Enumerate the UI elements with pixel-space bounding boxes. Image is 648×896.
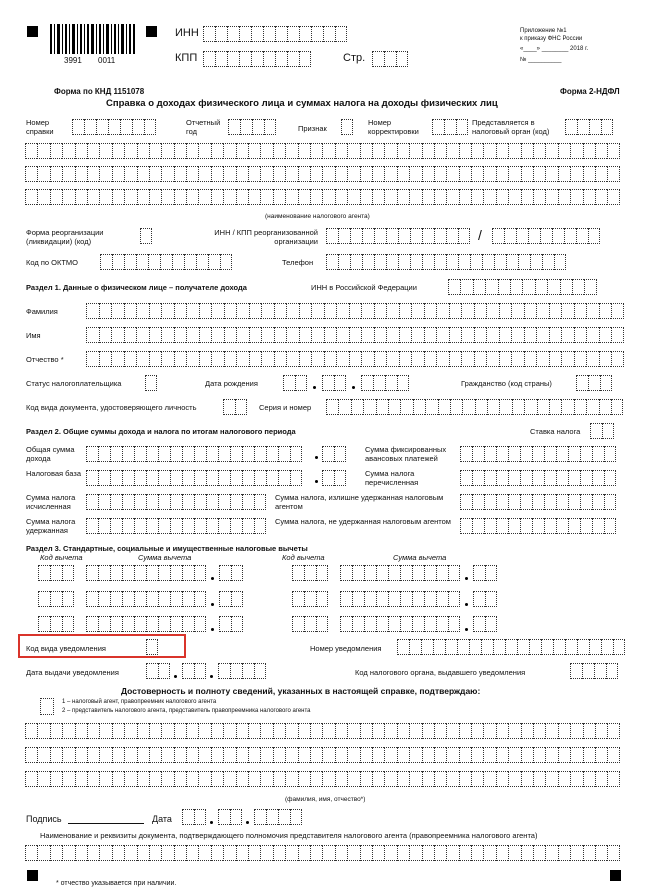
name-label: Имя (26, 331, 41, 340)
citizenship-boxes[interactable] (576, 375, 612, 391)
notice-type-box[interactable] (146, 639, 158, 655)
deduction-amount-row1-left[interactable] (86, 565, 206, 581)
birth-day-boxes[interactable] (283, 375, 307, 391)
fio-row1[interactable] (25, 723, 620, 739)
appendix-line2: к приказу ФНС России (520, 36, 583, 42)
document-row[interactable] (25, 845, 620, 861)
deduction-kop-row3-right[interactable] (473, 616, 497, 632)
corner-marker-bottom-left (27, 870, 38, 881)
tax-not-withheld-boxes[interactable] (460, 518, 616, 534)
barcode-image (50, 24, 136, 54)
reorg-inn-boxes[interactable] (326, 228, 470, 244)
form-knd: Форма по КНД 1151078 (54, 87, 145, 96)
fixed-payments-label: Сумма фиксированных авансовых платежей (365, 445, 447, 463)
fio-row2[interactable] (25, 747, 620, 763)
notice-date-day-boxes[interactable] (146, 663, 170, 679)
tax-authority-boxes[interactable] (570, 663, 618, 679)
sign-label: Признак (298, 124, 327, 133)
rate-boxes[interactable] (590, 423, 614, 439)
patronymic-boxes[interactable] (86, 351, 624, 367)
notice-date-label: Дата выдачи уведомления (26, 668, 119, 677)
total-income-kop-boxes[interactable] (322, 446, 346, 462)
sign-date-dot-1 (210, 821, 213, 824)
oktmo-boxes[interactable] (100, 254, 232, 270)
barcode-number-left: 3991 (64, 56, 82, 65)
sign-date-year-boxes[interactable] (254, 809, 302, 825)
tax-transferred-label: Сумма налога перечисленная (365, 469, 419, 487)
total-income-dot (315, 456, 318, 459)
document-label: Наименование и реквизиты документа, подтверждающего полномочия представителя налогового агента (правопреемника налогового агента) (40, 831, 538, 840)
surname-boxes[interactable] (86, 303, 624, 319)
date-label: Дата (152, 814, 172, 824)
tax-excess-label: Сумма налога, излишне удержанная налоговым агентом (275, 493, 444, 511)
tax-base-boxes[interactable] (86, 470, 302, 486)
section1-title: Раздел 1. Данные о физическом лице – получателе дохода (26, 283, 247, 292)
kpp-boxes[interactable] (203, 51, 311, 67)
reorg-form-label: Форма реорганизации (ликвидации) (код) (26, 228, 104, 246)
agent-name-row3[interactable] (25, 189, 620, 205)
surname-label: Фамилия (26, 307, 58, 316)
deduction-amount-header-right: Сумма вычета (393, 553, 447, 562)
total-income-label: Общая сумма дохода (26, 445, 75, 463)
deduction-amount-row3-left[interactable] (86, 616, 206, 632)
barcode-number-right: 0011 (98, 56, 116, 65)
appendix-line1: Приложение №1 (520, 28, 567, 34)
tax-authority-label: Код налогового органа, выдавшего уведомления (355, 668, 526, 677)
total-income-boxes[interactable] (86, 446, 302, 462)
inn-rf-label: ИНН в Российской Федерации (311, 283, 417, 292)
citizenship-label: Гражданство (код страны) (461, 379, 552, 388)
corner-marker-bottom-right (610, 870, 621, 881)
deduction-dot-row3-left (211, 628, 214, 631)
year-boxes[interactable] (228, 119, 276, 135)
tax-transferred-boxes[interactable] (460, 470, 616, 486)
phone-label: Телефон (282, 258, 314, 267)
deduction-code-row3-left[interactable] (38, 616, 74, 632)
deduction-dot-row3-right (465, 628, 468, 631)
deduction-dot-row1-right (465, 577, 468, 580)
birth-dot-2 (352, 386, 355, 389)
notice-number-boxes[interactable] (397, 639, 625, 655)
tax-calculated-boxes[interactable] (86, 494, 266, 510)
page-label: Стр. (343, 52, 366, 64)
inn-label: ИНН (175, 27, 199, 39)
agent-name-row2[interactable] (25, 166, 620, 182)
deduction-code-row3-right[interactable] (292, 616, 328, 632)
reorg-form-box[interactable] (140, 228, 152, 244)
deduction-code-row1-right[interactable] (292, 565, 328, 581)
notice-number-label: Номер уведомления (310, 644, 382, 653)
tax-base-label: Налоговая база (26, 469, 81, 478)
footnote: * отчество указывается при наличии. (56, 880, 177, 887)
agent-name-row1[interactable] (25, 143, 620, 159)
deduction-code-header-left: Код вычета (40, 553, 83, 562)
signature-line[interactable] (68, 823, 144, 824)
corner-marker-top-left (27, 26, 38, 37)
corner-marker-top-right (146, 26, 157, 37)
tax-base-kop-boxes[interactable] (322, 470, 346, 486)
name-boxes[interactable] (86, 327, 624, 343)
doc-code-boxes[interactable] (223, 399, 247, 415)
inn-kpp-separator: / (478, 227, 482, 243)
correction-label: Номер корректировки (368, 118, 419, 136)
deduction-dot-row2-right (465, 603, 468, 606)
tax-excess-boxes[interactable] (460, 494, 616, 510)
form-title: Справка о доходах физического лица и суммах налога на доходы физических лиц (106, 98, 498, 109)
deduction-amount-row2-left[interactable] (86, 591, 206, 607)
series-label: Серия и номер (259, 403, 312, 412)
correction-boxes[interactable] (432, 119, 468, 135)
section3-title: Раздел 3. Стандартные, социальные и имущественные налоговые вычеты (26, 544, 308, 553)
notice-date-year-boxes[interactable] (218, 663, 266, 679)
tax-calculated-label: Сумма налога исчисленная (26, 493, 76, 511)
signature-label: Подпись (26, 814, 62, 824)
inn-rf-boxes[interactable] (448, 279, 597, 295)
year-label: Отчетный год (186, 118, 221, 136)
fixed-payments-boxes[interactable] (460, 446, 616, 462)
fio-caption: (фамилия, имя, отчество*) (285, 796, 366, 803)
tax-withheld-boxes[interactable] (86, 518, 266, 534)
certification-option2: 2 – представитель налогового агента, представитель правопреемника налогового агента (62, 708, 311, 714)
inn-boxes[interactable] (203, 26, 347, 42)
notice-date-dot-2 (210, 675, 213, 678)
sign-date-day-boxes[interactable] (182, 809, 206, 825)
certification-option1: 1 – налоговый агент, правопреемник налогового агента (62, 699, 217, 705)
rate-label: Ставка налога (530, 427, 581, 436)
notice-date-dot-1 (174, 675, 177, 678)
deduction-amount-header-left: Сумма вычета (138, 553, 192, 562)
birth-label: Дата рождения (205, 379, 258, 388)
deduction-kop-row3-left[interactable] (219, 616, 243, 632)
status-label: Статус налогоплательщика (26, 379, 122, 388)
deduction-amount-row2-right[interactable] (340, 591, 460, 607)
reorg-inn-label: ИНН / КПП реорганизованной организации (214, 228, 318, 246)
deduction-code-header-right: Код вычета (282, 553, 325, 562)
appendix-line3: «____» ________ 2018 г. (520, 46, 589, 52)
birth-dot-1 (313, 386, 316, 389)
deduction-code-row2-left[interactable] (38, 591, 74, 607)
agent-name-caption: (наименование налогового агента) (265, 213, 370, 220)
number-boxes[interactable] (72, 119, 156, 135)
oktmo-label: Код по ОКТМО (26, 258, 79, 267)
tax-not-withheld-label: Сумма налога, не удержанная налоговым агентом (275, 517, 451, 526)
certification-title: Достоверность и полноту сведений, указанных в настоящей справке, подтверждаю: (121, 686, 481, 696)
reorg-kpp-boxes[interactable] (492, 228, 600, 244)
section2-title: Раздел 2. Общие суммы дохода и налога по итогам налогового периода (26, 427, 296, 436)
deduction-kop-row2-left[interactable] (219, 591, 243, 607)
tax-withheld-label: Сумма налога удержанная (26, 517, 76, 535)
notice-type-label: Код вида уведомления (26, 644, 106, 653)
certification-type-box[interactable] (40, 698, 54, 715)
submitted-label: Представляется в налоговый орган (код) (472, 118, 550, 136)
deduction-code-row2-right[interactable] (292, 591, 328, 607)
deduction-kop-row2-right[interactable] (473, 591, 497, 607)
deduction-kop-row1-left[interactable] (219, 565, 243, 581)
series-boxes[interactable] (326, 399, 623, 415)
deduction-dot-row1-left (211, 577, 214, 580)
sign-box[interactable] (341, 119, 353, 135)
deduction-amount-row1-right[interactable] (340, 565, 460, 581)
appendix-line4: № __________ (520, 57, 562, 63)
tax-base-dot (315, 480, 318, 483)
number-label: Номер справки (26, 118, 54, 136)
notice-date-month-boxes[interactable] (182, 663, 206, 679)
birth-month-boxes[interactable] (322, 375, 346, 391)
kpp-label: КПП (175, 52, 198, 64)
sign-date-dot-2 (246, 821, 249, 824)
submitted-boxes[interactable] (565, 119, 613, 135)
birth-year-boxes[interactable] (361, 375, 409, 391)
deduction-kop-row1-right[interactable] (473, 565, 497, 581)
deduction-dot-row2-left (211, 603, 214, 606)
phone-boxes[interactable] (326, 254, 566, 270)
doc-code-label: Код вида документа, удостоверяющего личность (26, 403, 197, 412)
deduction-code-row1-left[interactable] (38, 565, 74, 581)
patronymic-label: Отчество * (26, 355, 64, 364)
sign-date-month-boxes[interactable] (218, 809, 242, 825)
fio-row3[interactable] (25, 771, 620, 787)
page-boxes[interactable] (372, 51, 408, 67)
deduction-amount-row3-right[interactable] (340, 616, 460, 632)
status-box[interactable] (145, 375, 157, 391)
form-code: Форма 2-НДФЛ (560, 87, 620, 96)
